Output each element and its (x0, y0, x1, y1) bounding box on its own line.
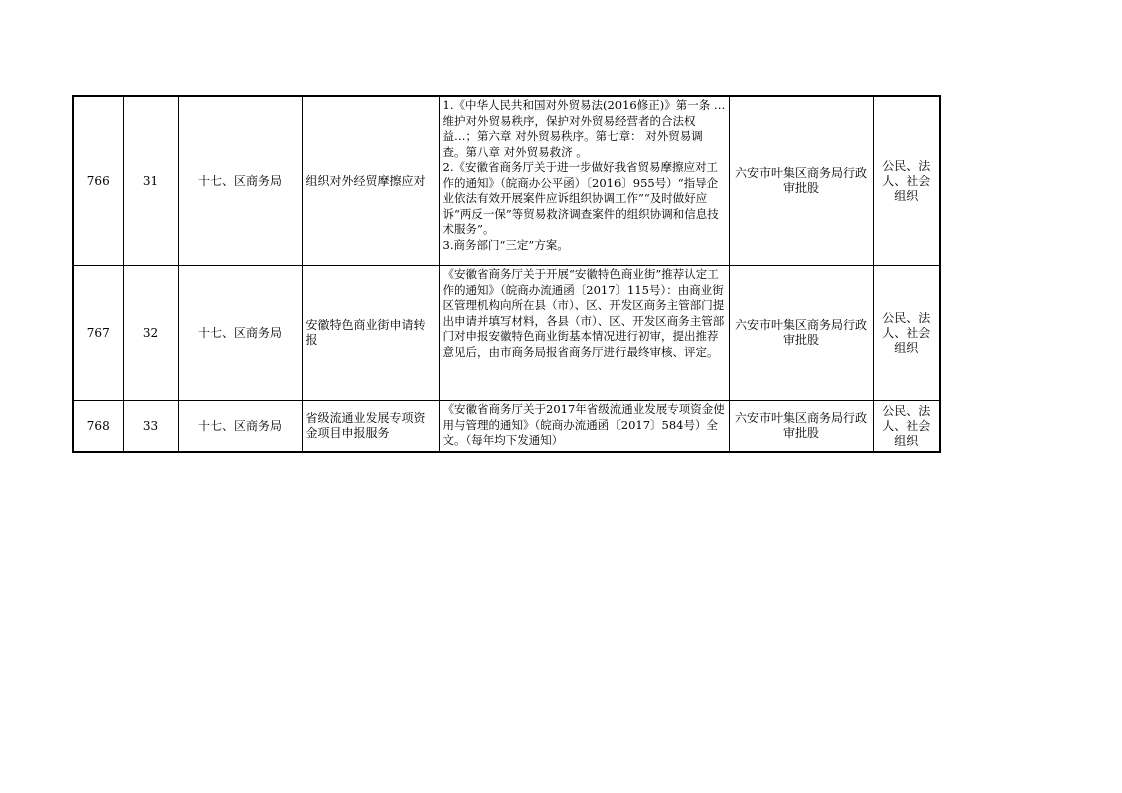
records-table (72, 95, 941, 453)
basis-line: 3.商务部门“三定”方案。 (442, 237, 569, 252)
department-cell: 十七、区商务局 (178, 96, 302, 266)
department-cell: 十七、区商务局 (178, 266, 302, 401)
item-name-cell: 组织对外经贸摩擦应对 (302, 96, 439, 266)
table-row (73, 96, 940, 266)
target-cell: 公民、法人、社会组织 (873, 266, 940, 401)
sub-seq-cell: 32 (123, 266, 178, 401)
sub-seq-cell: 33 (123, 401, 178, 453)
item-name-cell: 安徽特色商业街申请转报 (302, 266, 439, 401)
table-row (73, 401, 940, 453)
basis-cell (439, 266, 729, 401)
item-name-cell: 省级流通业发展专项资金项目申报服务 (302, 401, 439, 453)
seq-cell: 768 (73, 401, 123, 453)
basis-line: 2.《安徽省商务厅关于进一步做好我省贸易摩擦应对工作的通知》（皖商办公平函）〔2016〕955号）“指导企业依法有效开展案件应诉组织协调工作”“及时做好应诉“两反一保”等贸易救济调查案件的组织协调和信息技术服务”。 (442, 160, 719, 236)
basis-line: 1.《中华人民共和国对外贸易法(2016修正)》第一条 …维护对外贸易秩序，保护对外贸易经营者的合法权益…；第六章 对外贸易秩序。第七章： 对外贸易调查。第八章 对外贸易救济 。 (442, 98, 726, 159)
seq-cell: 766 (73, 96, 123, 266)
office-cell: 六安市叶集区商务局行政审批股 (729, 266, 873, 401)
basis-line: 《安徽省商务厅关于2017年省级流通业发展专项资金使用与管理的通知》（皖商办流通函〔2017〕584号）全文。（每年均下发通知） (442, 402, 725, 447)
sub-seq-cell: 31 (123, 96, 178, 266)
office-cell: 六安市叶集区商务局行政审批股 (729, 96, 873, 266)
basis-line: 《安徽省商务厅关于开展“安徽特色商业街”推荐认定工作的通知》（皖商办流通函〔2017〕115号）：由商业街区管理机构向所在县（市）、区、开发区商务主管部门提出申请并填写材料，各县（市）、区、开发区商务主管部门对申报安徽特色商业街基本情况进行初审，提出推荐意见后，由市商务局报省商务厅进行最终审核、评定。 (442, 267, 725, 359)
table-row (73, 266, 940, 401)
seq-cell: 767 (73, 266, 123, 401)
basis-cell (439, 401, 729, 453)
basis-cell (439, 96, 729, 266)
target-cell: 公民、法人、社会组织 (873, 96, 940, 266)
target-cell: 公民、法人、社会组织 (873, 401, 940, 453)
department-cell: 十七、区商务局 (178, 401, 302, 453)
office-cell: 六安市叶集区商务局行政审批股 (729, 401, 873, 453)
